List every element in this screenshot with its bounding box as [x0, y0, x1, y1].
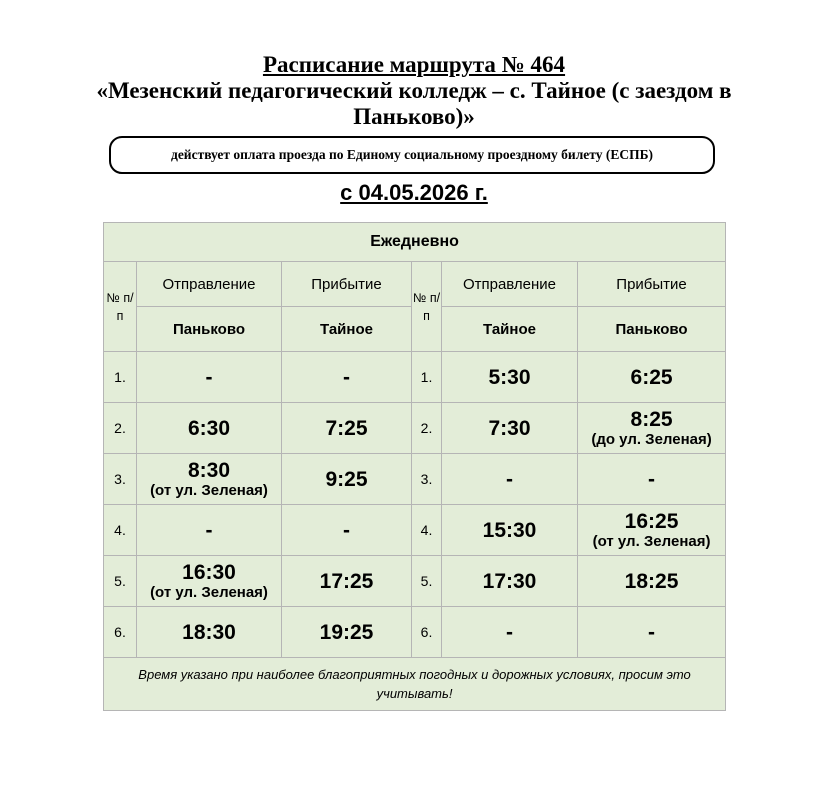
effective-date: с 04.05.2026 г. [340, 180, 488, 205]
table-row [104, 556, 726, 607]
stop-from-right: Тайное [442, 307, 578, 352]
arrival-time-right [578, 454, 726, 505]
departure-time-right-value: 7:30 [488, 416, 531, 440]
arrival-time-left [282, 403, 412, 454]
trip-number-left [104, 505, 137, 556]
arrival-time-right-value: - [648, 620, 656, 644]
table-row [104, 505, 726, 556]
route-note: (от ул. Зеленая) [592, 532, 711, 550]
trip-number-left-value: 5. [114, 573, 126, 589]
departure-time-left-value: 6:30 [187, 416, 231, 440]
arrival-time-left [282, 352, 412, 403]
departure-time-left-value: 8:30 [187, 458, 231, 482]
departure-time-left-value: - [205, 518, 213, 542]
trip-number-left [104, 403, 137, 454]
trip-number-left [104, 556, 137, 607]
trip-number-right-value: 5. [420, 573, 433, 589]
payment-notice [109, 136, 715, 174]
trip-number-right [412, 352, 442, 403]
trip-number-left [104, 607, 137, 658]
footnote: Время указано при наиболее благоприятных погодных и дорожных условиях, просим это учитывать! [104, 658, 726, 711]
trip-number-right-value: 4. [420, 522, 433, 538]
route-note: (до ул. Зеленая) [591, 430, 712, 448]
arrival-time-left-value: - [343, 518, 350, 542]
route-note: (от ул. Зеленая) [150, 583, 268, 601]
arrival-time-left [282, 505, 412, 556]
route-name-line1: «Мезенский педагогический колледж – с. Тайное (с заездом в [96, 78, 732, 103]
arrival-time-right [578, 352, 726, 403]
arrival-time-right [578, 505, 726, 556]
trip-number-right [412, 556, 442, 607]
trip-number-right-value: 3. [420, 471, 433, 487]
arrival-time-right [578, 607, 726, 658]
departure-time-left-value: 18:30 [182, 620, 236, 644]
departure-time-left [137, 607, 282, 658]
trip-number-right [412, 454, 442, 505]
departure-time-left-value: - [205, 365, 213, 389]
arrival-time-right [578, 556, 726, 607]
table-row [104, 403, 726, 454]
departure-time-right [442, 607, 578, 658]
arrival-time-left-value: 19:25 [319, 620, 374, 644]
trip-number-right [412, 607, 442, 658]
departure-time-right [442, 556, 578, 607]
arrival-time-left [282, 454, 412, 505]
departure-time-right [442, 454, 578, 505]
trip-number-right-value: 1. [420, 369, 433, 385]
trip-number-left-value: 3. [114, 471, 126, 487]
schedule-table [103, 222, 726, 711]
trip-number-left [104, 352, 137, 403]
stop-to-right: Паньково [578, 307, 726, 352]
payment-notice-text: действует оплата проезда по Единому социальному проездному билету (ЕСПБ) [170, 147, 654, 162]
arrival-header-left: Прибытие [282, 262, 412, 307]
arrival-time-left [282, 556, 412, 607]
arrival-time-left-value: 9:25 [325, 467, 368, 491]
section-header-row [104, 223, 726, 262]
departure-time-right-value: 17:30 [482, 569, 537, 593]
departure-time-left [137, 403, 282, 454]
departure-time-right-value: 5:30 [488, 365, 531, 389]
arrival-time-right [578, 403, 726, 454]
departure-time-left [137, 556, 282, 607]
arrival-time-left [282, 607, 412, 658]
number-header-right: № п/п [412, 262, 442, 352]
departure-time-right [442, 505, 578, 556]
arrival-time-right-value: 16:25 [624, 509, 679, 533]
table-row [104, 607, 726, 658]
departure-time-right-value: - [506, 620, 513, 644]
departure-time-left-value: 16:30 [182, 560, 236, 584]
departure-time-left [137, 454, 282, 505]
arrival-time-right-value: 6:25 [630, 365, 673, 389]
departure-time-left [137, 352, 282, 403]
page-title: Расписание маршрута № 464 [262, 52, 566, 77]
arrival-time-left-value: 17:25 [319, 569, 374, 593]
departure-time-right-value: 15:30 [482, 518, 537, 542]
trip-number-left-value: 2. [114, 420, 126, 436]
departure-header-left: Отправление [137, 262, 282, 307]
trip-number-left-value: 1. [114, 369, 126, 385]
stop-to-left: Тайное [282, 307, 412, 352]
number-header-left: № п/п [104, 262, 137, 352]
arrival-time-left-value: - [343, 365, 350, 389]
arrival-time-right-value: 18:25 [624, 569, 679, 593]
table-row [104, 352, 726, 403]
footnote-row [104, 658, 726, 711]
arrival-time-right-value: - [648, 467, 656, 491]
trip-number-right-value: 6. [420, 624, 433, 640]
trip-number-left [104, 454, 137, 505]
arrival-time-left-value: 7:25 [325, 416, 368, 440]
table-row [104, 454, 726, 505]
departure-time-right [442, 403, 578, 454]
arrival-header-right: Прибытие [578, 262, 726, 307]
stop-from-left: Паньково [137, 307, 282, 352]
departure-header-right: Отправление [442, 262, 578, 307]
route-name-line2: Паньково)» [353, 104, 475, 129]
departure-time-right-value: - [506, 467, 513, 491]
trip-number-right [412, 505, 442, 556]
section-daily: Ежедневно [104, 223, 726, 262]
departure-time-left [137, 505, 282, 556]
route-note: (от ул. Зеленая) [150, 481, 268, 499]
arrival-time-right-value: 8:25 [630, 407, 673, 431]
trip-number-right-value: 2. [420, 420, 433, 436]
column-header-row [104, 262, 726, 307]
trip-number-left-value: 6. [114, 624, 126, 640]
departure-time-right [442, 352, 578, 403]
trip-number-left-value: 4. [114, 522, 126, 538]
trip-number-right [412, 403, 442, 454]
